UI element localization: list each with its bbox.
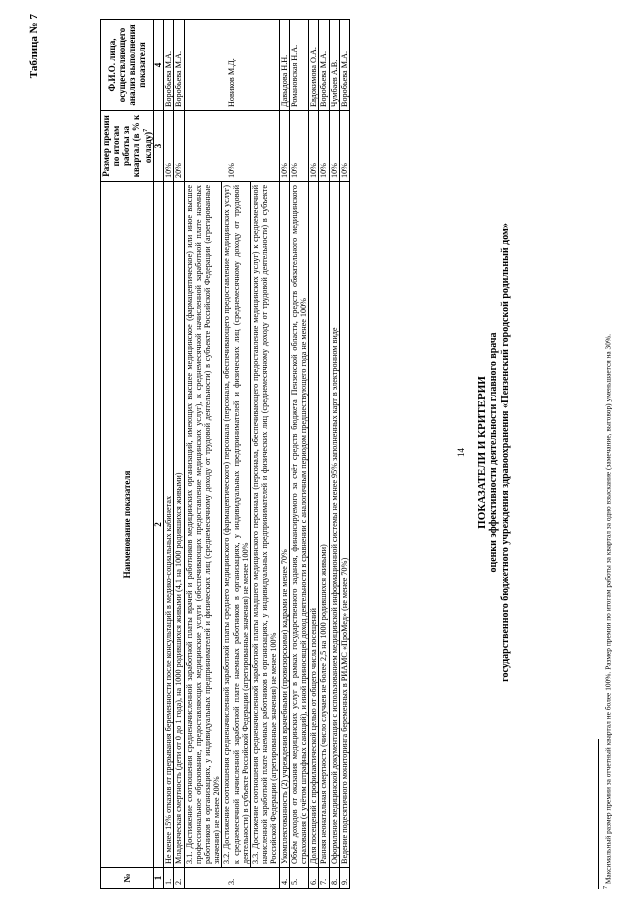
row-num: 3.	[184, 868, 279, 889]
row-num: 1.	[164, 868, 174, 889]
table-row	[164, 20, 174, 889]
table-row	[174, 20, 184, 889]
footnote-ref: 7	[143, 128, 149, 132]
row-bonus: 10%	[309, 111, 319, 182]
row-subindicator: 3.1. Достижение соотношения средненачисленной заработной платы врачей и работников медицинских организаций, имеющих высшее медицинское (фармацевтическое) или иное высшее профессиональное образование, предоставляющих медицинские услуги (обеспечивающих предоставление медицинских услуг), к среднемесячной начисленной заработной плате наемных работников в организациях, у индивидуальных предпринимателей и физических лиц (среднемесячному доходу от трудовой деятельности) в субъекте Российской Федерации (агрегированные значения) не менее 200%	[184, 182, 222, 868]
row-subindicator: 3.2. Достижение соотношения средненачисленной заработной платы среднего медицинского (фармацевтического) персонала (персонала, обеспечивающего предоставление медицинских услуг) к среднемесячной начисленной заработной плате наемных работников в организациях, у индивидуальных предпринимателей и физических лиц (среднемесячному доходу от трудовой деятельности) в субъекте Российской Федерации (агрегированные значения) не менее 100%	[222, 182, 251, 868]
row-subindicator: 3.3. Достижение соотношения средненачисленной заработной платы младшего медицинского персонала (персонала, обеспечивающего предоставление медицинских услуг) к среднемесячной начисленной заработной плате наемных работников в организациях, у индивидуальных предпринимателей и физических лиц (среднемесячному доходу от трудовой деятельности) в субъекте Российской Федерации (агрегированные значения) не менее 100%	[251, 182, 280, 868]
header-responsible: Ф.И.О. лица, осуществляющего анализ выполнения показателя	[101, 20, 154, 111]
header-bonus-text: Размер премии по итогам работы за квартал (в % к окладу)	[101, 114, 153, 178]
table-row	[289, 20, 308, 889]
row-responsible: Новиков М.Д.	[184, 20, 279, 111]
row-responsible: Давыдова Н.Н.	[279, 20, 289, 111]
row-responsible: Чумбаев А.В.	[329, 20, 339, 111]
footnote-marker: 7	[603, 886, 609, 889]
row-indicator: Не менее 15% отказов от прерывания беременности после консультаций в медико-социальных кабинетах	[164, 182, 174, 868]
table-row	[279, 20, 289, 889]
header-indicator: Наименование показателя	[101, 182, 154, 868]
row-num: 7.	[319, 868, 329, 889]
table-row	[309, 20, 319, 889]
row-bonus: 10%	[289, 111, 308, 182]
row-indicator: Ведение подесятичного мониторинга беременных в РИАМС «ПроМед» (не менее 70%)	[339, 182, 349, 868]
table-label: Таблица № 7	[28, 14, 40, 79]
title-line-3: государственного бюджетного учреждения здравоохранения «Пензенский городской родильный дом»	[500, 223, 511, 682]
row-indicator: Младенческая смертность (дети от 0 до 1 года), на 1000 родившихся живыми (4,1 на 1000 родившихся живыми)	[174, 182, 184, 868]
table-row	[329, 20, 339, 889]
page-number: 14	[456, 448, 466, 457]
column-index: 3	[154, 111, 164, 182]
row-responsible: Воробьева М.А.	[164, 20, 174, 111]
table-header-row	[101, 20, 154, 889]
row-num: 6.	[309, 868, 319, 889]
row-bonus: 10%	[279, 111, 289, 182]
column-index: 2	[154, 182, 164, 868]
row-responsible: Воробьева М.А.	[339, 20, 349, 111]
title-line-2: оценки эффективности деятельности главного врача	[488, 332, 499, 573]
row-num: 9.	[339, 868, 349, 889]
table-row	[339, 20, 349, 889]
row-responsible: Евдокимова О.А.	[309, 20, 319, 111]
footnote	[598, 19, 612, 889]
row-bonus: 10%	[339, 111, 349, 182]
row-num: 4.	[279, 868, 289, 889]
row-num: 2.	[174, 868, 184, 889]
row-responsible: Воробьева М.А.	[319, 20, 329, 111]
column-index-row	[154, 20, 164, 889]
header-bonus	[101, 111, 154, 182]
column-index: 4	[154, 20, 164, 111]
row-indicator: Доля посещений с профилактической целью от общего числа посещений	[309, 182, 319, 868]
row-indicator: Оформление медицинской документации с использованием медицинской информационной системы не менее 95% заполненных карт в электронном виде	[329, 182, 339, 868]
footnote-divider	[598, 739, 599, 889]
row-indicator: Укомплектованность (2) учреждения врачебными (провизорскими) кадрами не менее 70%	[279, 182, 289, 868]
table-row	[184, 20, 222, 889]
row-responsible: Воробьева М.А.	[174, 20, 184, 111]
row-num: 5.	[289, 868, 308, 889]
column-index: 1	[154, 868, 164, 889]
row-bonus: 10%	[164, 111, 174, 182]
row-responsible: Романовская Н.А.	[289, 20, 308, 111]
document-title	[476, 0, 512, 905]
row-bonus: 10%	[184, 111, 279, 182]
row-bonus: 10%	[329, 111, 339, 182]
row-bonus: 10%	[319, 111, 329, 182]
table-row	[319, 20, 329, 889]
row-indicator: Ранняя неонатальная смертность (число случаев не более 2,5 на 1000 родившихся живыми)	[319, 182, 329, 868]
footnote-text: Максимальный размер премии за отчетный квартал не более 100%. Размер премии по итогам работы за квартал за одно взыскание (замечание, выговор) уменьшается на 30%.	[603, 334, 613, 885]
title-line-1: ПОКАЗАТЕЛИ И КРИТЕРИИ	[476, 376, 488, 529]
row-indicator: Объём доходов от оказания медицинских услуг в рамках государственного задания, финансируемого за счёт средств бюджета Пензенской области, средств обязательного медицинского страхования (с учётом штрафных санкций), и иной приносящей доход деятельности в сравнении с аналогичным периодом предшествующего года не менее 100%	[289, 182, 308, 868]
row-bonus: 20%	[174, 111, 184, 182]
indicators-table	[100, 19, 350, 889]
header-num: №	[101, 868, 154, 889]
row-num: 8.	[329, 868, 339, 889]
